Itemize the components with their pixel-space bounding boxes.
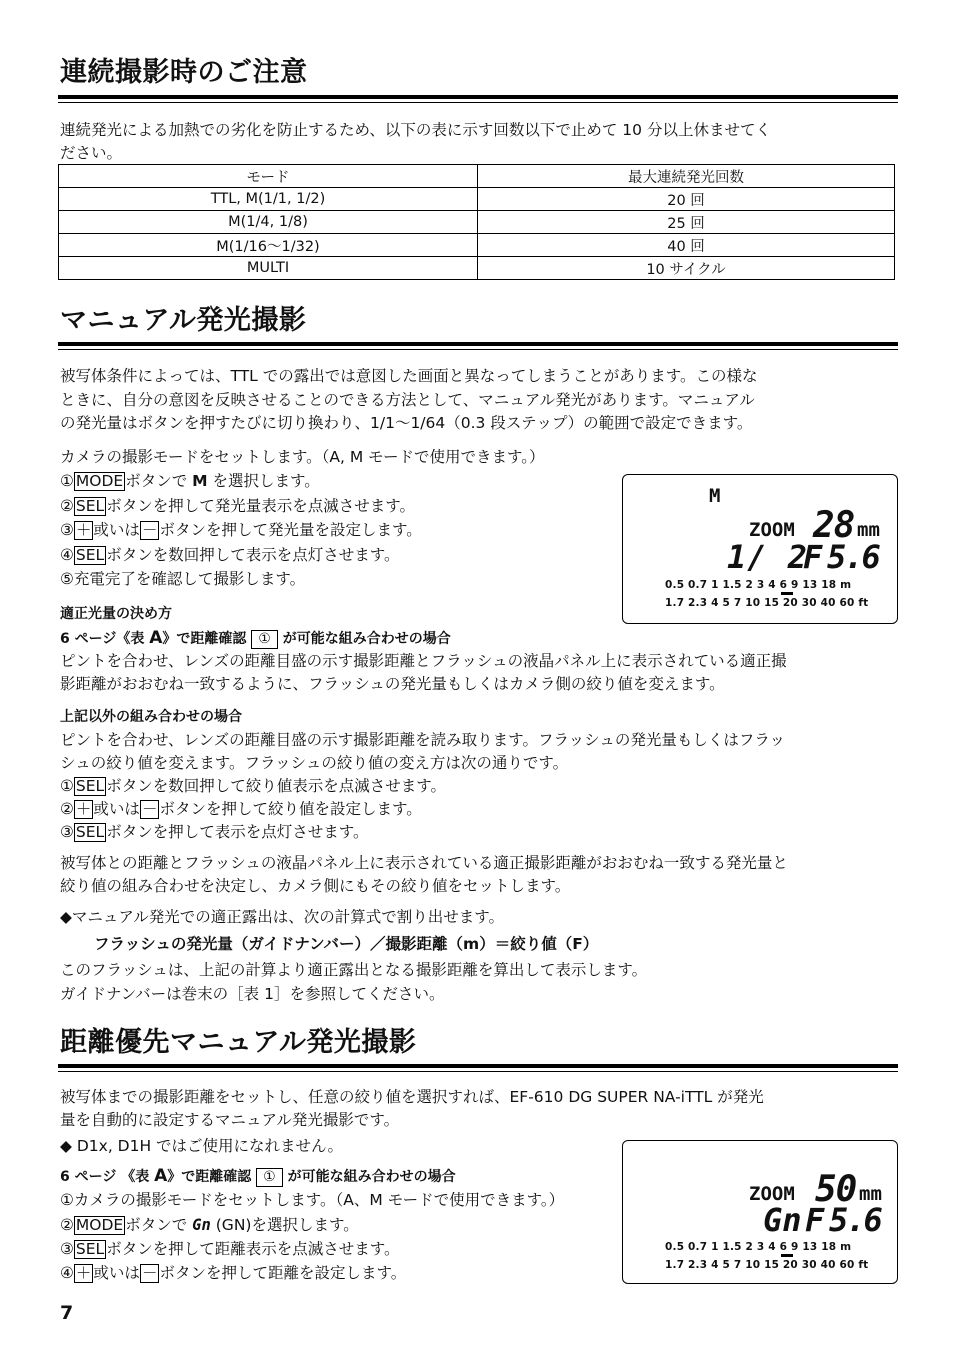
step-number: ④: [60, 1264, 74, 1282]
intro-text: ださい。: [60, 144, 123, 162]
table-header: モード: [59, 165, 478, 188]
case2-step-1: [60, 776, 446, 796]
step-text: (GN)を選択します。: [210, 1216, 359, 1234]
manual-paragraph: の発光量はボタンを押すたびに切り換わり、1/1～1/64（0.3 段ステップ）の範囲で設定できます。: [60, 414, 753, 432]
step-3: [60, 520, 422, 540]
step-number: ①: [60, 1191, 74, 1209]
case2-text: ピントを合わせ、レンズの距離目盛の示す撮影距離を読み取ります。フラッシュの発光量もしくはフラッ: [60, 731, 786, 749]
table-cell: 40 回: [478, 234, 895, 257]
after-text: ガイドナンバーは巻末の［表 1］を参照してください。: [60, 985, 445, 1003]
step-5: [60, 569, 305, 589]
step-text: ボタンで: [125, 472, 193, 490]
step-4: [60, 1263, 406, 1283]
lcd-f-value: 5.6: [829, 1201, 881, 1239]
case-text: が可能な組み合わせの場合: [282, 1169, 456, 1185]
camera-mode-note: カメラの撮影モードをセットします。（A, M モードで使用できます。）: [60, 448, 545, 466]
table-header: 最大連続発光回数: [478, 165, 895, 188]
lcd-mode: M: [709, 485, 721, 507]
step-text: ボタンを押して表示を点灯させます。: [106, 823, 369, 841]
step-number: ③: [60, 823, 74, 841]
lcd-panel-distance-priority: [622, 1140, 898, 1284]
title-rule: [58, 1064, 898, 1068]
sel-key: SEL: [75, 497, 105, 515]
compat-note: ◆ D1x, D1H ではご使用になれません。: [60, 1137, 343, 1155]
lcd-power: 1/ 2: [727, 538, 809, 576]
page-number: 7: [60, 1302, 74, 1324]
step-1: [60, 1190, 564, 1210]
case-heading: [60, 1166, 456, 1187]
distance-marker: [781, 1254, 793, 1257]
step-text: ボタンを押して絞り値を設定します。: [159, 800, 422, 818]
minus-key: －: [141, 1264, 158, 1282]
lcd-scale-m: 0.5 0.7 1 1.5 2 3 4 6 9 13 18 m: [665, 1241, 852, 1253]
step-text: 或いは: [93, 1264, 140, 1282]
step-number: ②: [60, 1216, 74, 1234]
lcd-f-label: F: [803, 538, 823, 576]
case2-step-2: [60, 799, 422, 819]
lcd-zoom-label: ZOOM: [749, 1183, 795, 1205]
table-cell: 25 回: [478, 211, 895, 234]
title-rule-thin: [58, 1071, 898, 1072]
plus-key: ＋: [75, 1264, 92, 1282]
distance-check-icon: ①: [256, 1168, 283, 1187]
table-header-row: [59, 165, 895, 188]
lcd-zoom-label: ZOOM: [749, 519, 795, 541]
lcd-f-label: F: [805, 1201, 825, 1239]
lcd-scale-m: 0.5 0.7 1 1.5 2 3 4 6 9 13 18 m: [665, 579, 852, 591]
step-number: ③: [60, 1240, 74, 1258]
table-letter: A: [154, 1166, 168, 1186]
mode-key: MODE: [75, 472, 124, 490]
step-number: ①: [60, 777, 74, 795]
step-2: [60, 1215, 359, 1235]
step-text: 或いは: [93, 521, 140, 539]
section-title-distance-priority: 距離優先マニュアル発光撮影: [60, 1027, 417, 1058]
step-number: ②: [60, 497, 74, 515]
lcd-zoom-unit: mm: [859, 1183, 882, 1205]
step-text: カメラの撮影モードをセットします。（A、M モードで使用できます。）: [73, 1191, 565, 1209]
step-number: ③: [60, 521, 74, 539]
section-title-continuous: 連続撮影時のご注意: [60, 57, 308, 88]
case-text: が可能な組み合わせの場合: [277, 631, 451, 647]
sel-key: SEL: [75, 546, 105, 564]
case2-text: シュの絞り値を変えます。フラッシュの絞り値の変え方は次の通りです。: [60, 754, 569, 772]
step-4: [60, 545, 399, 565]
table-row: [59, 257, 895, 280]
mode-letter: M: [192, 472, 208, 490]
case1-heading: [60, 628, 451, 649]
lcd-f-value: 5.6: [827, 538, 879, 576]
step-3: [60, 1239, 399, 1259]
title-rule-thin: [58, 102, 898, 103]
title-rule-thin: [58, 349, 898, 350]
table-cell: M(1/4, 1/8): [59, 211, 478, 234]
minus-key: －: [141, 800, 158, 818]
lcd-scale-ft: 1.7 2.3 4 5 7 10 15 20 30 40 60 ft: [665, 597, 869, 609]
table-cell: MULTI: [59, 257, 478, 280]
step-text: 或いは: [93, 800, 140, 818]
distance-paragraph: 量を自動的に設定するマニュアル発光撮影です。: [60, 1111, 400, 1129]
manual-paragraph: 被写体条件によっては、TTL での露出では意図した画面と異なってしまうことがあります。この様な: [60, 367, 758, 385]
step-text: ボタンを数回押して絞り値表示を点滅させます。: [106, 777, 446, 795]
flash-limit-table: [58, 164, 895, 280]
case1-text: ピントを合わせ、レンズの距離目盛の示す撮影距離とフラッシュの液晶パネル上に表示されている適正撮: [60, 652, 787, 670]
intro-text: 連続発光による加熱での劣化を防止するため、以下の表に示す回数以下で止めて 10 分以上休ませてく: [60, 121, 771, 139]
minus-key: －: [141, 521, 158, 539]
title-rule: [58, 342, 898, 346]
table-cell: M(1/16～1/32): [59, 234, 478, 257]
distance-check-icon: ①: [251, 630, 278, 649]
case2-step-3: [60, 822, 368, 842]
sel-key: SEL: [75, 823, 105, 841]
section-title-manual: マニュアル発光撮影: [60, 305, 307, 336]
formula: フラッシュの発光量（ガイドナンバー）／撮影距離（m）＝絞り値（F）: [94, 935, 599, 953]
lcd-zoom-unit: mm: [857, 519, 880, 541]
table-row: [59, 234, 895, 257]
table-cell: TTL, M(1/1, 1/2): [59, 188, 478, 211]
formula-note: ◆マニュアル発光での適正露出は、次の計算式で割り出せます。: [60, 908, 505, 926]
distance-marker: [781, 592, 793, 595]
close-text: 絞り値の組み合わせを決定し、カメラ側にもその絞り値をセットします。: [60, 877, 571, 895]
lcd-gn-label: Gn: [763, 1201, 802, 1239]
step-text: ボタンを数回押して表示を点灯させます。: [106, 546, 400, 564]
step-2: [60, 496, 415, 516]
close-text: 被写体との距離とフラッシュの液晶パネル上に表示されている適正撮影距離がおおむね一致する発光量と: [60, 854, 788, 872]
step-number: ①: [60, 472, 74, 490]
step-number: ⑤: [60, 570, 74, 588]
table-letter: A: [149, 628, 163, 648]
manual-paragraph: ときに、自分の意図を反映させることのできる方法として、マニュアル発光があります。マニュアル: [60, 391, 755, 409]
proper-title: 適正光量の決め方: [60, 606, 172, 622]
plus-key: ＋: [75, 521, 92, 539]
table-cell: 10 サイクル: [478, 257, 895, 280]
step-text: 充電完了を確認して撮影します。: [73, 570, 306, 588]
lcd-zoom-value: 50: [815, 1169, 857, 1210]
table-cell: 20 回: [478, 188, 895, 211]
sel-key: SEL: [75, 1240, 105, 1258]
plus-key: ＋: [75, 800, 92, 818]
case-text: 》で距離確認: [167, 1169, 257, 1185]
step-number: ④: [60, 546, 74, 564]
gn-icon: Gn: [192, 1216, 211, 1234]
step-text: ボタンを押して発光量表示を点滅させます。: [106, 497, 415, 515]
lcd-scale-ft: 1.7 2.3 4 5 7 10 15 20 30 40 60 ft: [665, 1259, 869, 1271]
step-text: ボタンで: [125, 1216, 193, 1234]
lcd-panel-manual: [622, 474, 898, 624]
mode-key: MODE: [75, 1216, 124, 1234]
table-row: [59, 211, 895, 234]
distance-paragraph: 被写体までの撮影距離をセットし、任意の絞り値を選択すれば、EF-610 DG SUPER NA-iTTL が発光: [60, 1088, 764, 1106]
table-row: [59, 188, 895, 211]
step-text: ボタンを押して発光量を設定します。: [159, 521, 422, 539]
sel-key: SEL: [75, 777, 105, 795]
case-text: 6 ページ《表: [60, 631, 150, 647]
case-text: 》で距離確認: [162, 631, 252, 647]
title-rule: [58, 95, 898, 99]
after-text: このフラッシュは、上記の計算より適正露出となる撮影距離を算出して表示します。: [60, 961, 648, 979]
case2-title: 上記以外の組み合わせの場合: [60, 709, 242, 725]
step-text: ボタンを押して距離を設定します。: [159, 1264, 407, 1282]
step-text: ボタンを押して距離表示を点滅させます。: [106, 1240, 400, 1258]
step-1: [60, 471, 320, 491]
lcd-zoom-value: 28: [813, 505, 855, 546]
case1-text: 影距離がおおむね一致するように、フラッシュの発光量もしくはカメラ側の絞り値を変えます。: [60, 675, 725, 693]
step-text: を選択します。: [207, 472, 320, 490]
step-number: ②: [60, 800, 74, 818]
case-text: 6 ページ 《表: [60, 1169, 155, 1185]
